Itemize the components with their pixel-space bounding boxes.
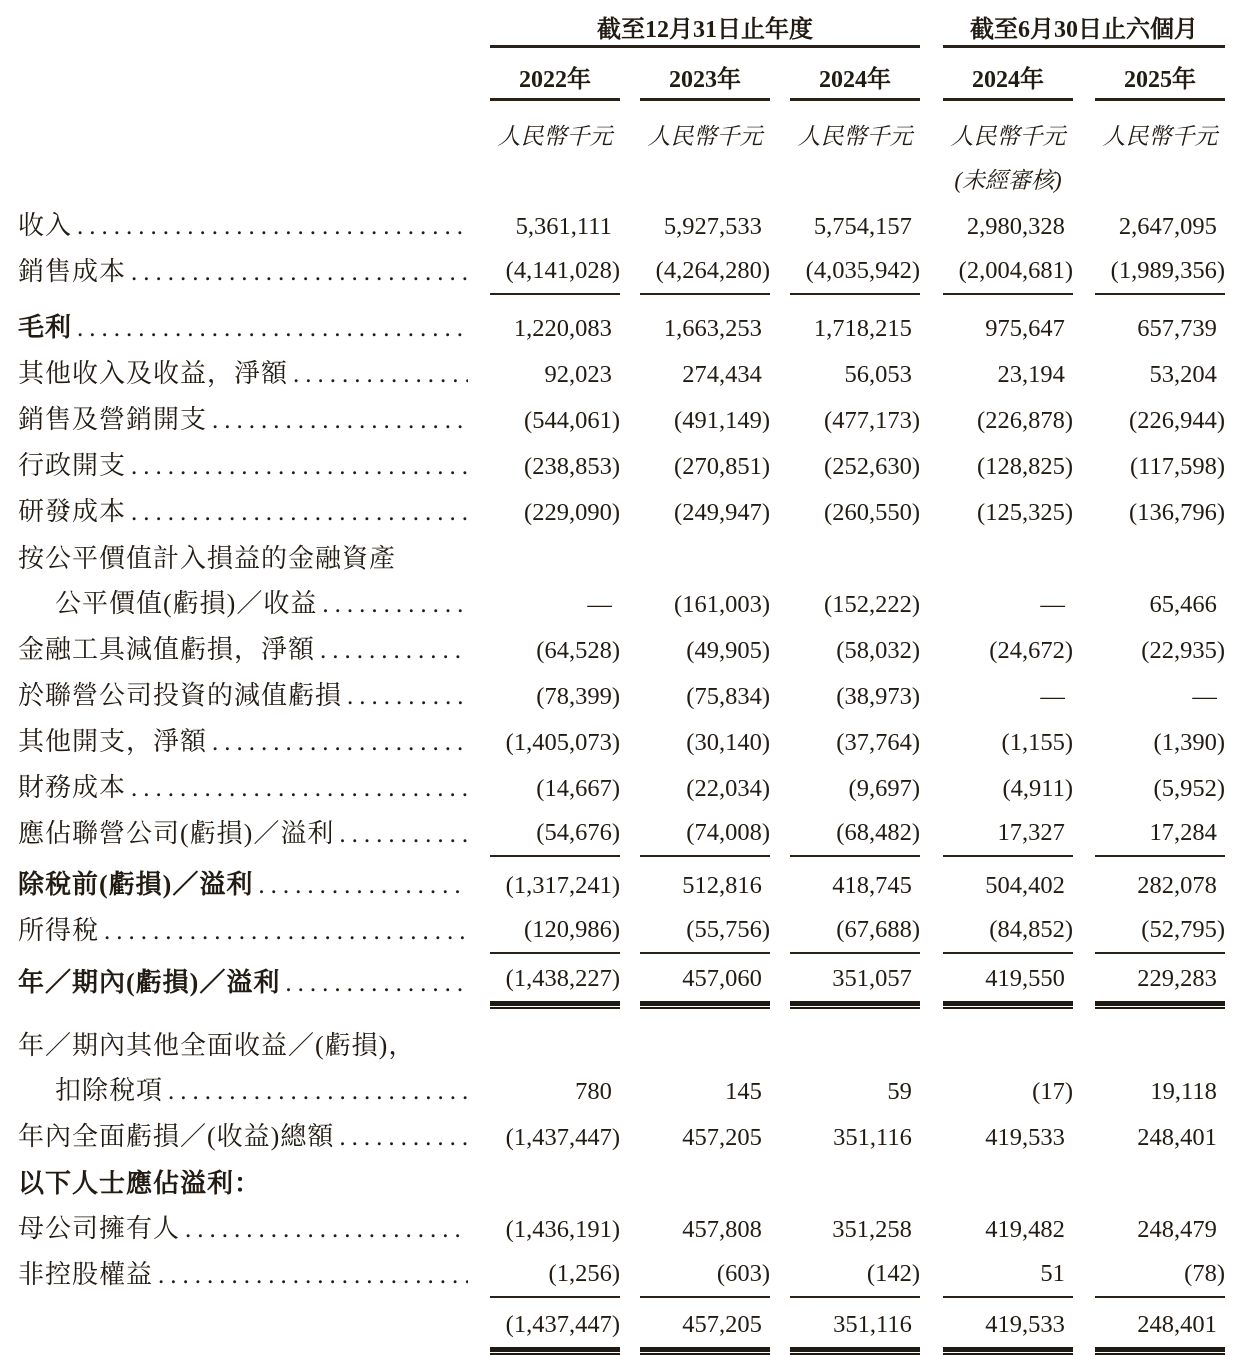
value-2023: 274,434 [682,361,762,388]
value-2022: (1,405,073) [505,729,620,756]
value-2022: (14,667) [536,775,620,802]
table-row [18,203,1225,249]
row-label-cell [18,720,468,765]
value-2024: (252,630) [824,453,920,480]
table-row [18,765,1225,811]
row-label-cell [18,1207,468,1252]
row-label: 於聯營公司投資的減值虧損 [18,681,343,710]
value-2025-interim: 657,739 [1137,315,1217,342]
value-2024: (9,697) [848,775,920,802]
value-2024-interim: (128,825) [977,453,1073,480]
value-2025-interim: 248,479 [1137,1216,1217,1243]
dot-leader [72,205,468,249]
value-2025-interim: (78) [1095,1252,1225,1298]
row-label-cell [18,812,468,857]
table-row [18,443,1225,489]
value-2024: 351,258 [832,1216,912,1243]
value-2022: (238,853) [524,453,620,480]
value-2022: (54,676) [490,811,620,857]
value-2024-interim: 17,327 [943,811,1073,857]
value-2024: (68,482) [790,811,920,857]
row-label-cell [18,863,468,908]
value-2024-interim: (84,852) [943,908,1073,954]
table-row [18,1306,1225,1352]
value-2024: (4,035,942) [790,249,920,295]
value-2024-interim: 504,402 [985,872,1065,899]
dot-leader [126,251,468,295]
value-2024-interim: (4,911) [1002,775,1073,802]
value-2023: 457,205 [640,1303,770,1352]
value-2024: (58,032) [836,637,920,664]
value-2023: (249,947) [674,499,770,526]
value-2023: 145 [725,1078,762,1105]
value-2025-interim: 282,078 [1137,872,1217,899]
value-2023: 5,927,533 [663,213,762,240]
value-2024: (142) [790,1252,920,1298]
value-2025-interim: (52,795) [1095,908,1225,954]
unit-header-row [18,101,1225,154]
dot-leader [126,491,468,535]
row-label-cell [18,766,468,811]
value-2022: 1,220,083 [513,315,612,342]
dot-leader [153,1254,468,1298]
row-label-cell [18,909,468,954]
value-2025-interim: (226,944) [1129,407,1225,434]
value-2024-interim: 975,647 [985,315,1065,342]
unit-label: 人民幣千元 [647,124,763,149]
unit-label: 人民幣千元 [497,124,613,149]
col-header-2023: 2023年 [640,65,770,101]
table-row [18,1114,1225,1160]
row-label: 按公平價值計入損益的金融資產 [18,544,397,573]
value-2024: 59 [887,1078,912,1105]
value-2022: (1,438,227) [490,957,620,1006]
dot-leader [126,445,468,489]
value-2023: (4,264,280) [640,249,770,295]
unit-label: 人民幣千元 [797,124,913,149]
row-label: 財務成本 [18,773,127,802]
value-2025-interim: 2,647,095 [1118,213,1217,240]
dot-leader [207,399,468,443]
value-2025-interim: — [1192,683,1217,710]
dot-leader [99,910,468,954]
value-2023: 1,663,253 [663,315,762,342]
value-2022: (1,436,191) [505,1216,620,1243]
row-label-cell [18,250,468,295]
table-row [18,397,1225,443]
value-2025-interim: (136,796) [1129,499,1225,526]
col-group-interim [943,15,1225,48]
value-2024-interim: 419,482 [985,1216,1065,1243]
table-row [18,960,1225,1006]
value-2024-interim: (226,878) [977,407,1073,434]
value-2025-interim: 65,466 [1149,591,1217,618]
value-2025-interim: 19,118 [1150,1078,1217,1105]
value-2023: (270,851) [674,453,770,480]
value-2023: (74,008) [640,811,770,857]
column-group-header-row [18,14,1225,48]
value-2022: (78,399) [536,683,620,710]
unaudited-note: (未經審核) [954,168,1062,193]
value-2024-interim: (1,155) [1001,729,1073,756]
row-label: 除稅前(虧損)／溢利 [18,870,254,899]
unit-label: 人民幣千元 [950,124,1066,149]
table-row [18,249,1225,295]
value-2023: 457,808 [682,1216,762,1243]
row-label: 非控股權益 [18,1260,154,1289]
value-2024: (37,764) [836,729,920,756]
value-2024-interim: (17) [1032,1078,1073,1105]
value-2024-interim: 2,980,328 [966,213,1065,240]
col-group-interim-label: 截至6月30日止六個月 [970,17,1198,43]
table-row [18,305,1225,351]
table-row [18,351,1225,397]
row-label: 年／期內其他全面收益／(虧損)， [18,1031,416,1060]
dot-leader [334,813,468,857]
value-2024-interim: — [1040,683,1065,710]
dot-leader [253,864,468,908]
value-2024: 5,754,157 [813,213,912,240]
col-header-2024-interim: 2024年 [943,65,1073,101]
value-2022: (1,256) [490,1252,620,1298]
value-2023: (161,003) [674,591,770,618]
dot-leader [207,721,468,765]
table-row [18,1160,1225,1206]
dot-leader [342,675,468,719]
value-2025-interim: 248,401 [1137,1124,1217,1151]
row-label: 金融工具減值虧損，淨額 [18,635,316,664]
dot-leader [72,307,468,351]
value-2022: (64,528) [536,637,620,664]
row-label-cell [18,1253,468,1298]
row-label: 母公司擁有人 [18,1214,181,1243]
value-2024-interim: 419,533 [943,1303,1073,1352]
row-label: 毛利 [18,313,73,342]
table-row [18,908,1225,954]
table-row [18,719,1225,765]
value-2023: (75,834) [686,683,770,710]
dot-leader [288,353,468,397]
value-2024: 351,116 [790,1303,920,1352]
year-header-row [18,48,1225,101]
value-2022: 780 [575,1078,612,1105]
row-label-cell [18,1069,468,1114]
row-label: 研發成本 [18,497,127,526]
col-header-2024: 2024年 [790,65,920,101]
row-label: 以下人士應佔溢利： [18,1169,262,1198]
value-2024: (38,973) [836,683,920,710]
row-label-cell [18,1024,468,1068]
table-row [18,581,1225,627]
value-2022: (4,141,028) [490,249,620,295]
row-label: 年內全面虧損／(收益)總額 [18,1122,335,1151]
row-label-cell [18,1115,468,1160]
value-2024: 351,057 [790,957,920,1006]
table-row [18,535,1225,581]
value-2023: (22,034) [686,775,770,802]
value-2025-interim: (1,989,356) [1095,249,1225,295]
col-header-2022: 2022年 [490,65,620,101]
col-group-annual [490,15,920,48]
value-2024-interim: — [1040,591,1065,618]
value-2025-interim: 53,204 [1149,361,1217,388]
row-label-cell [18,398,468,443]
col-header-2025-interim: 2025年 [1095,65,1225,101]
table-row [18,862,1225,908]
value-2023: 512,816 [682,872,762,899]
value-2024: 56,053 [844,361,912,388]
value-2023: (49,905) [686,637,770,664]
table-row [18,1252,1225,1298]
row-label: 銷售及營銷開支 [18,405,208,434]
value-2022: (544,061) [524,407,620,434]
dot-leader [180,1208,468,1252]
row-label: 銷售成本 [18,257,127,286]
table-row [18,1206,1225,1252]
value-2024-interim: (2,004,681) [943,249,1073,295]
row-label: 應佔聯營公司(虧損)／溢利 [18,819,335,848]
value-2025-interim: 17,284 [1095,811,1225,857]
table-body [18,203,1225,1352]
value-2022: (229,090) [524,499,620,526]
value-2024-interim: (125,325) [977,499,1073,526]
value-2022: (1,437,447) [490,1303,620,1352]
value-2024: (152,222) [824,591,920,618]
value-2022: (1,317,241) [505,872,620,899]
value-2022: 92,023 [544,361,612,388]
table-row [18,673,1225,719]
value-2022: (1,437,447) [505,1124,620,1151]
value-2024: (260,550) [824,499,920,526]
table-row [18,627,1225,673]
row-label: 公平價值(虧損)／收益 [55,589,318,618]
row-label: 行政開支 [18,451,127,480]
dot-leader [315,629,468,673]
row-label: 扣除稅項 [55,1076,164,1105]
value-2025-interim: (22,935) [1141,637,1225,664]
row-label-cell [18,674,468,719]
row-label-cell [18,1162,468,1206]
table-row [18,811,1225,857]
value-2024-interim: 419,550 [943,957,1073,1006]
value-2024: 418,745 [832,872,912,899]
table-row [18,1068,1225,1114]
value-2025-interim: 248,401 [1095,1303,1225,1352]
table-row [18,489,1225,535]
row-label-cell [18,537,468,581]
row-label: 其他開支，淨額 [18,727,208,756]
row-label-cell [18,352,468,397]
row-label-cell [18,306,468,351]
value-2024-interim: (24,672) [989,637,1073,664]
value-2024-interim: 23,194 [997,361,1065,388]
row-label-cell [18,204,468,249]
value-2023: (30,140) [686,729,770,756]
value-2023: (491,149) [674,407,770,434]
note-header-row [18,154,1225,197]
row-label: 收入 [18,211,73,240]
row-label-cell [18,961,468,1006]
value-2024: 1,718,215 [813,315,912,342]
value-2025-interim: (5,952) [1153,775,1225,802]
row-label: 其他收入及收益，淨額 [18,359,289,388]
value-2023: 457,205 [682,1124,762,1151]
row-label-cell [18,582,468,627]
value-2025-interim: (1,390) [1153,729,1225,756]
value-2022: 5,361,111 [515,213,612,240]
dot-leader [317,583,468,627]
value-2022: — [587,591,612,618]
dot-leader [126,767,468,811]
unit-label: 人民幣千元 [1102,124,1218,149]
row-label-cell [18,444,468,489]
table-row [18,1022,1225,1068]
row-label: 年／期內(虧損)／溢利 [18,968,281,997]
value-2025-interim: (117,598) [1129,453,1225,480]
value-2024: (67,688) [790,908,920,954]
row-label-cell [18,628,468,673]
value-2024-interim: 419,533 [985,1124,1065,1151]
value-2024: (477,173) [824,407,920,434]
row-label-cell [18,490,468,535]
value-2023: (55,756) [640,908,770,954]
dot-leader [163,1070,468,1114]
value-2023: (603) [640,1252,770,1298]
dot-leader [280,962,468,1006]
value-2023: 457,060 [640,957,770,1006]
dot-leader [334,1116,468,1160]
value-2022: (120,986) [490,908,620,954]
row-label: 所得稅 [18,916,100,945]
value-2025-interim: 229,283 [1095,957,1225,1006]
value-2024-interim: 51 [943,1252,1073,1298]
value-2024: 351,116 [833,1124,912,1151]
col-group-annual-label: 截至12月31日止年度 [597,17,813,43]
